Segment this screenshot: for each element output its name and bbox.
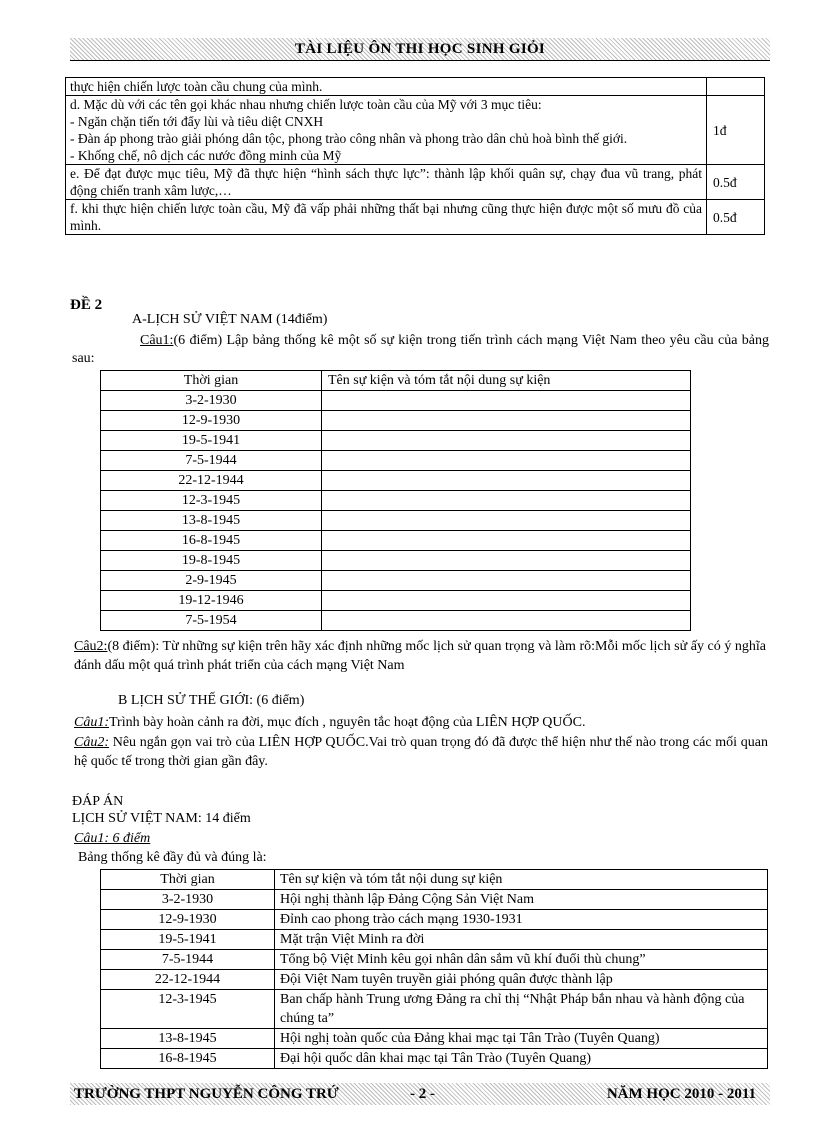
footer-school: TRƯỜNG THPT NGUYỄN CÔNG TRỨ [74,1086,339,1102]
answer-continuation-table [65,77,765,235]
question-2 [74,637,766,675]
exam-title: ĐỀ 2 [70,297,103,313]
column-header-event: Tên sự kiện và tóm tắt nội dung sự kiện [275,870,768,890]
table-row [101,511,691,531]
empty-cell [322,531,691,551]
cell-line: - Đàn áp phong trào giải phóng dân tộc, phong trào công nhân và phong trào dân chủ hoà bình thế giới. [70,131,628,146]
date-cell: 13-8-1945 [101,511,322,531]
answer-question-label [74,831,150,847]
table-row [101,1029,768,1049]
empty-cell [322,411,691,431]
answers-title: ĐÁP ÁN [72,794,124,809]
table-header-row [101,371,691,391]
date-cell: 12-9-1930 [101,910,275,930]
event-cell: Mặt trận Việt Minh ra đời [275,930,768,950]
empty-cell [322,551,691,571]
section-a-heading: A-LỊCH SỬ VIỆT NAM (14điểm) [132,312,328,327]
table-row [101,551,691,571]
table-row [101,890,768,910]
table-row [66,165,765,200]
table-row [101,491,691,511]
table-row [101,591,691,611]
section-b-heading: B LỊCH SỬ THẾ GIỚI: (6 điểm) [118,693,305,708]
answer-label: Câu1: 6 điểm [74,831,151,846]
date-cell: 19-8-1945 [101,551,322,571]
event-cell: Đỉnh cao phong trào cách mạng 1930-1931 [275,910,768,930]
date-cell: 2-9-1945 [101,571,322,591]
footer-page-number: - 2 - [410,1086,435,1102]
page-footer [70,1083,770,1105]
table-row [101,471,691,491]
table-row [66,96,765,165]
question-text: (8 điểm): Từ những sự kiện trên hãy xác định những mốc lịch sử quan trọng và làm rõ:Mỗi mốc lịch sử ấy có ý nghĩa đánh dấu một quá trình phát triển của cách mạng Việt Nam [74,639,766,673]
answers-subtitle: LỊCH SỬ VIỆT NAM: 14 điểm [72,811,251,826]
date-cell: 12-3-1945 [101,491,322,511]
table-row [66,200,765,235]
date-cell: 22-12-1944 [101,970,275,990]
table-row [101,431,691,451]
score-cell: 0.5đ [707,165,765,200]
event-cell: Tổng bộ Việt Minh kêu gọi nhân dân sắm vũ khí đuổi thù chung” [275,950,768,970]
event-cell: Đội Việt Nam tuyên truyền giải phóng quân được thành lập [275,970,768,990]
table-row [101,910,768,930]
empty-cell [322,451,691,471]
question-text: Trình bày hoàn cảnh ra đời, mục đích , nguyên tắc hoạt động của LIÊN HỢP QUỐC. [109,715,586,730]
date-cell: 19-5-1941 [101,930,275,950]
table-cell [66,96,707,165]
date-cell: 16-8-1945 [101,1049,275,1069]
table-row [101,970,768,990]
event-cell: Đại hội quốc dân khai mạc tại Tân Trào (Tuyên Quang) [275,1049,768,1069]
question-1 [72,332,769,368]
event-cell: Hội nghị thành lập Đảng Cộng Sản Việt Nam [275,890,768,910]
table-row [101,1049,768,1069]
table-row [101,391,691,411]
answer-intro: Bảng thống kê đầy đủ và đúng là: [78,850,267,865]
cell-line: thực hiện chiến lược toàn cầu chung của mình. [70,79,323,94]
table-row [101,990,768,1029]
score-cell [707,78,765,96]
date-cell: 12-9-1930 [101,411,322,431]
world-question-2 [74,733,768,771]
date-cell: 7-5-1944 [101,950,275,970]
cell-line: d. Mặc dù với các tên gọi khác nhau nhưng chiến lược toàn cầu của Mỹ với 3 mục tiêu: [70,97,542,112]
empty-cell [322,471,691,491]
date-cell: 7-5-1954 [101,611,322,631]
table-header-row [101,870,768,890]
date-cell: 7-5-1944 [101,451,322,471]
table-cell [66,78,707,96]
date-cell: 16-8-1945 [101,531,322,551]
table-row [101,531,691,551]
page-header [70,38,770,61]
table-row [101,611,691,631]
column-header-time: Thời gian [101,371,322,391]
question-label: Câu2: [74,735,109,750]
empty-cell [322,511,691,531]
event-cell: Ban chấp hành Trung ương Đảng ra chỉ thị “Nhật Pháp bắn nhau và hành động của chúng ta” [275,990,768,1029]
question-label: Câu2: [74,639,108,654]
empty-cell [322,491,691,511]
table-row [66,78,765,96]
score-cell: 1đ [707,96,765,165]
table-cell: f. khi thực hiện chiến lược toàn cầu, Mỹ đã vấp phải những thất bại nhưng cũng thực hiện được một số mưu đồ của mình. [66,200,707,235]
date-cell: 3-2-1930 [101,890,275,910]
header-title: TÀI LIỆU ÔN THI HỌC SINH GIỎI [294,41,546,57]
empty-cell [322,591,691,611]
question-table [100,370,691,631]
world-question-1 [74,713,769,732]
table-row [101,571,691,591]
empty-cell [322,431,691,451]
column-header-time: Thời gian [101,870,275,890]
table-cell: e. Để đạt được mục tiêu, Mỹ đã thực hiện “hình sách thực lực”: thành lập khối quân sự, chạy đua vũ trang, phát động chiến tranh xâm lược,… [66,165,707,200]
empty-cell [322,611,691,631]
date-cell: 22-12-1944 [101,471,322,491]
table-row [101,950,768,970]
table-row [101,411,691,431]
column-header-event: Tên sự kiện và tóm tắt nội dung sự kiện [322,371,691,391]
question-text: (6 điểm) Lập bảng thống kê một số sự kiện trong tiến trình cách mạng Việt Nam theo yêu cầu của bảng sau: [72,333,769,366]
footer-school-year: NĂM HỌC 2010 - 2011 [606,1086,756,1102]
empty-cell [322,571,691,591]
score-cell: 0.5đ [707,200,765,235]
answer-table [100,869,768,1069]
cell-line: - Ngăn chặn tiến tới đẩy lùi và tiêu diệt CNXH [70,114,324,129]
table-row [101,451,691,471]
question-label: Câu1: [74,715,109,730]
question-text: Nêu ngắn gọn vai trò của LIÊN HỢP QUỐC.Vai trò quan trọng đó đã được thể hiện như thế nào trong các mối quan hệ quốc tế trong thời gian gần đây. [74,735,768,769]
date-cell: 12-3-1945 [101,990,275,1029]
table-row [101,930,768,950]
date-cell: 19-12-1946 [101,591,322,611]
date-cell: 3-2-1930 [101,391,322,411]
event-cell: Hội nghị toàn quốc của Đảng khai mạc tại Tân Trào (Tuyên Quang) [275,1029,768,1049]
cell-line: - Khống chế, nô dịch các nước đồng minh của Mỹ [70,148,342,163]
date-cell: 13-8-1945 [101,1029,275,1049]
date-cell: 19-5-1941 [101,431,322,451]
question-label: Câu1: [140,333,174,348]
empty-cell [322,391,691,411]
